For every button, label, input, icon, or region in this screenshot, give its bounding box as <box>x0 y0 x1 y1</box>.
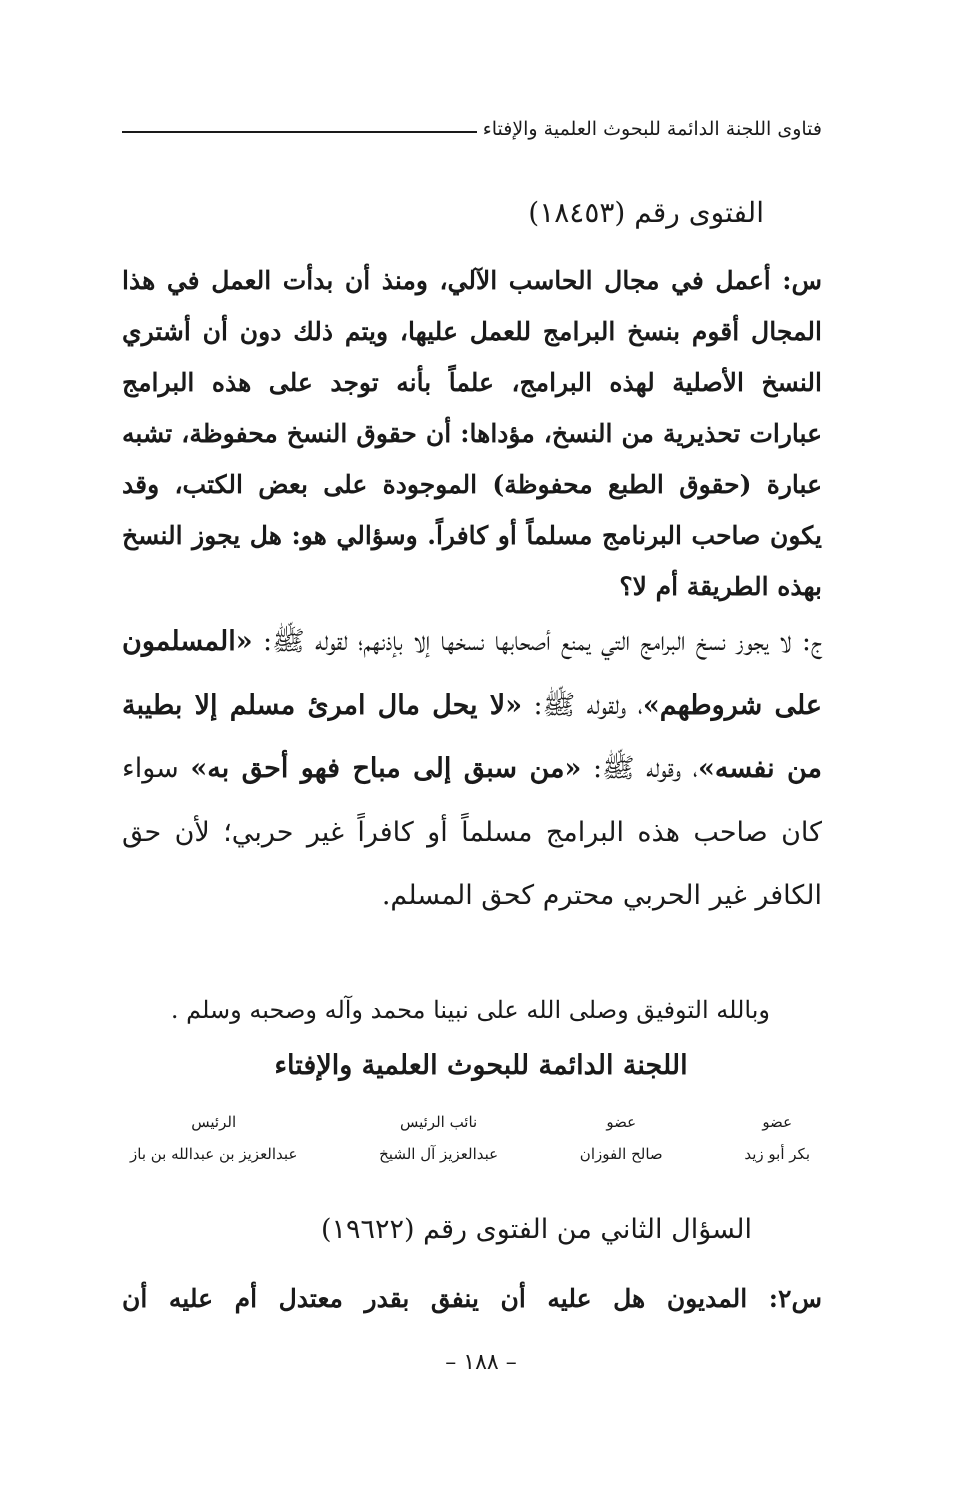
answer-part-1: ج: لا يجوز نسخ البرامج التي يمنع أصحابها نسخها إلا بإذنهم؛ لقوله ﷺ: <box>252 626 822 657</box>
signatory-name: بكر أبو زيد <box>744 1145 810 1163</box>
fatwa-number: الفتوى رقم (١٨٤٥٣) <box>528 196 764 229</box>
hadith-quote-1: «المسلمون على شروطهم» <box>122 626 823 721</box>
closing-prayer: وبالله التوفيق وصلى الله على نبينا محمد وآله وصحبه وسلم . <box>170 996 770 1024</box>
answer-text <box>122 610 822 928</box>
signatory <box>580 1113 663 1163</box>
signatory-name: عبدالعزيز آل الشيخ <box>379 1145 499 1163</box>
running-head <box>122 118 822 140</box>
answer-part-4: سواء كان صاحب هذه البرامج مسلماً أو كافراً غير حربي؛ لأن حق الكافر غير الحربي محترم كحق المسلم. <box>122 753 822 911</box>
second-question-heading: السؤال الثاني من الفتوى رقم (١٩٦٢٢) <box>320 1214 752 1245</box>
answer-part-3: ، وقوله ﷺ: <box>581 753 698 784</box>
answer-part-2: ، ولقوله ﷺ: <box>522 689 643 721</box>
signatory-role: الرئيس <box>191 1113 237 1131</box>
running-head-rule <box>122 131 477 133</box>
signatory-name: صالح الفوزان <box>579 1145 663 1163</box>
hadith-quote-2: «لا يحل مال امرئ مسلم إلا بطيبة من نفسه» <box>122 689 823 784</box>
signatory <box>744 1113 810 1163</box>
second-question-text: س٢: المديون هل عليه أن ينفق بقدر معتدل أم عليه أن <box>122 1284 822 1313</box>
signatory-role: عضو <box>606 1113 637 1131</box>
hadith-quote-3: «من سبق إلى مباح فهو أحق به» <box>190 753 582 784</box>
running-head-title: فتاوى اللجنة الدائمة للبحوث العلمية والإفتاء <box>482 118 822 140</box>
signatory-role: عضو <box>762 1113 793 1131</box>
signatory <box>130 1113 297 1163</box>
signatories <box>130 1113 810 1163</box>
signatory <box>379 1113 498 1163</box>
page-number: – ١٨٨ – <box>445 1350 517 1375</box>
committee-name: اللجنة الدائمة للبحوث العلمية والإفتاء <box>274 1050 688 1081</box>
question-text: س: أعمل في مجال الحاسب الآلي، ومنذ أن بدأت العمل في هذا المجال أقوم بنسخ البرامج للعمل عليها، ويتم ذلك دون أن أشتري النسخ الأصلية لهذه البرامج، علماً بأنه توجد على هذه البرامج عبارات تحذيرية من النسخ، مؤداها: أن حقوق النسخ محفوظة، تشبه عبارة (حقوق الطبع محفوظة) الموجودة على بعض الكتب، وقد يكون صاحب البرنامج مسلماً أو كافراً. وسؤالي هو: هل يجوز النسخ بهذه الطريقة أم لا؟ <box>122 266 822 601</box>
signatory-role: نائب الرئيس <box>399 1113 478 1131</box>
signatory-name: عبدالعزيز بن عبدالله بن باز <box>130 1145 298 1163</box>
